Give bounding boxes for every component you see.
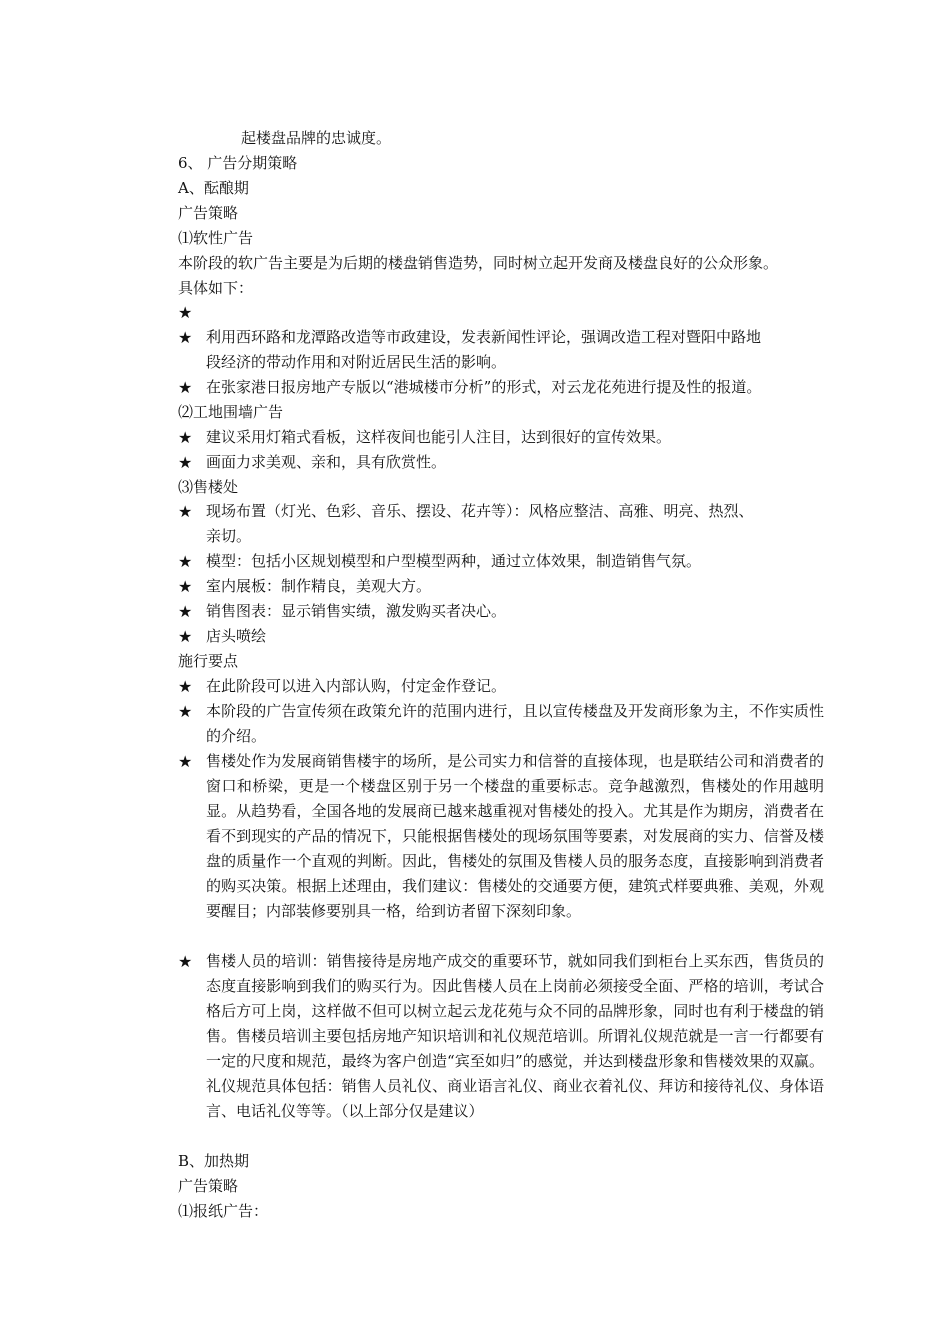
star-icon: ★	[178, 552, 193, 571]
bullet-text: 亲切。	[206, 527, 252, 545]
star-icon: ★	[178, 428, 193, 447]
phase-heading: B、加热期	[178, 1152, 250, 1170]
bullet-text: 售楼人员的培训：销售接待是房地产成交的重要环节，就如同我们到柜台上买东西，售货员的态度直接影响到我们的购买行为。因此售楼人员在上岗前必须接受全面、严格的培训，考试合格后方可上岗，这样做不但可以树立起云龙花苑与众不同的品牌形象，同时也有利于楼盘的销售。售楼员培训主要包括房地产知识培训和礼仪规范培训。所谓礼仪规范就是一言一行都要有一定的尺度和规范，最终为客户创造“宾至如归”的感觉，并达到楼盘形象和售楼效果的双赢。礼仪规范具体包括：销售人员礼仪、商业语言礼仪、商业衣着礼仪、拜访和接待礼仪、身体语言、电话礼仪等等。（以上部分仅是建议）	[206, 952, 824, 1120]
star-icon: ★	[178, 702, 193, 721]
bullet-text: 在张家港日报房地产专版以“港城楼市分析”的形式，对云龙花苑进行提及性的报道。	[206, 378, 762, 396]
star-icon: ★	[178, 502, 193, 521]
section-heading: 6、 广告分期策略	[178, 154, 298, 172]
bullet-text: 段经济的带动作用和对附近居民生活的影响。	[206, 353, 507, 371]
subheading: 施行要点	[178, 652, 239, 670]
bullet-text: 利用西环路和龙潭路改造等市政建设，发表新闻性评论，强调改造工程对暨阳中路地	[206, 328, 762, 346]
bullet-text: 室内展板：制作精良，美观大方。	[206, 577, 432, 595]
star-icon: ★	[178, 677, 193, 696]
paragraph: 具体如下：	[178, 279, 254, 297]
bullet-text: 建议采用灯箱式看板，这样夜间也能引人注目，达到很好的宣传效果。	[206, 428, 672, 446]
star-icon: ★	[178, 602, 193, 621]
continuation-text: 起楼盘品牌的忠诚度。	[241, 129, 392, 147]
star-icon: ★	[178, 453, 193, 472]
star-icon: ★	[178, 328, 193, 347]
star-icon: ★	[178, 303, 193, 322]
star-icon: ★	[178, 752, 193, 771]
bullet-text: 店头喷绘	[206, 627, 267, 645]
star-icon: ★	[178, 577, 193, 596]
bullet-text: 现场布置（灯光、色彩、音乐、摆设、花卉等）：风格应整洁、高雅、明亮、热烈、	[206, 502, 754, 520]
bullet-text: 销售图表：显示销售实绩，激发购买者决心。	[206, 602, 507, 620]
star-icon: ★	[178, 952, 193, 971]
subsection-title: ⑴报纸广告：	[178, 1202, 269, 1220]
subheading: 广告策略	[178, 204, 239, 222]
star-icon: ★	[178, 627, 193, 646]
bullet-text: 售楼处作为发展商销售楼宇的场所，是公司实力和信誉的直接体现，也是联结公司和消费者的窗口和桥梁，更是一个楼盘区别于另一个楼盘的重要标志。竞争越激烈，售楼处的作用越明显。从趋势看，全国各地的发展商已越来越重视对售楼处的投入。尤其是作为期房，消费者在看不到现实的产品的情况下，只能根据售楼处的现场氛围等要素，对发展商的实力、信誉及楼盘的质量作一个直观的判断。因此，售楼处的氛围及售楼人员的服务态度，直接影响到消费者的购买决策。根据上述理由，我们建议：售楼处的交通要方便，建筑式样要典雅、美观，外观要醒目；内部装修要别具一格，给到访者留下深刻印象。	[206, 752, 824, 920]
bullet-text: 画面力求美观、亲和，具有欣赏性。	[206, 453, 447, 471]
subsection-title: ⑵工地围墙广告	[178, 403, 284, 421]
subsection-title: ⑴软性广告	[178, 229, 254, 247]
bullet-text: 本阶段的广告宣传须在政策允许的范围内进行，且以宣传楼盘及开发商形象为主，不作实质性的介绍。	[206, 702, 824, 745]
bullet-text: 模型：包括小区规划模型和户型模型两种，通过立体效果，制造销售气氛。	[206, 552, 702, 570]
subsection-title: ⑶售楼处	[178, 478, 239, 496]
subheading: 广告策略	[178, 1177, 239, 1195]
phase-heading: A、酝酿期	[178, 179, 249, 197]
star-icon: ★	[178, 378, 193, 397]
bullet-text: 在此阶段可以进入内部认购，付定金作登记。	[206, 677, 507, 695]
paragraph: 本阶段的软广告主要是为后期的楼盘销售造势，同时树立起开发商及楼盘良好的公众形象。	[178, 254, 779, 272]
